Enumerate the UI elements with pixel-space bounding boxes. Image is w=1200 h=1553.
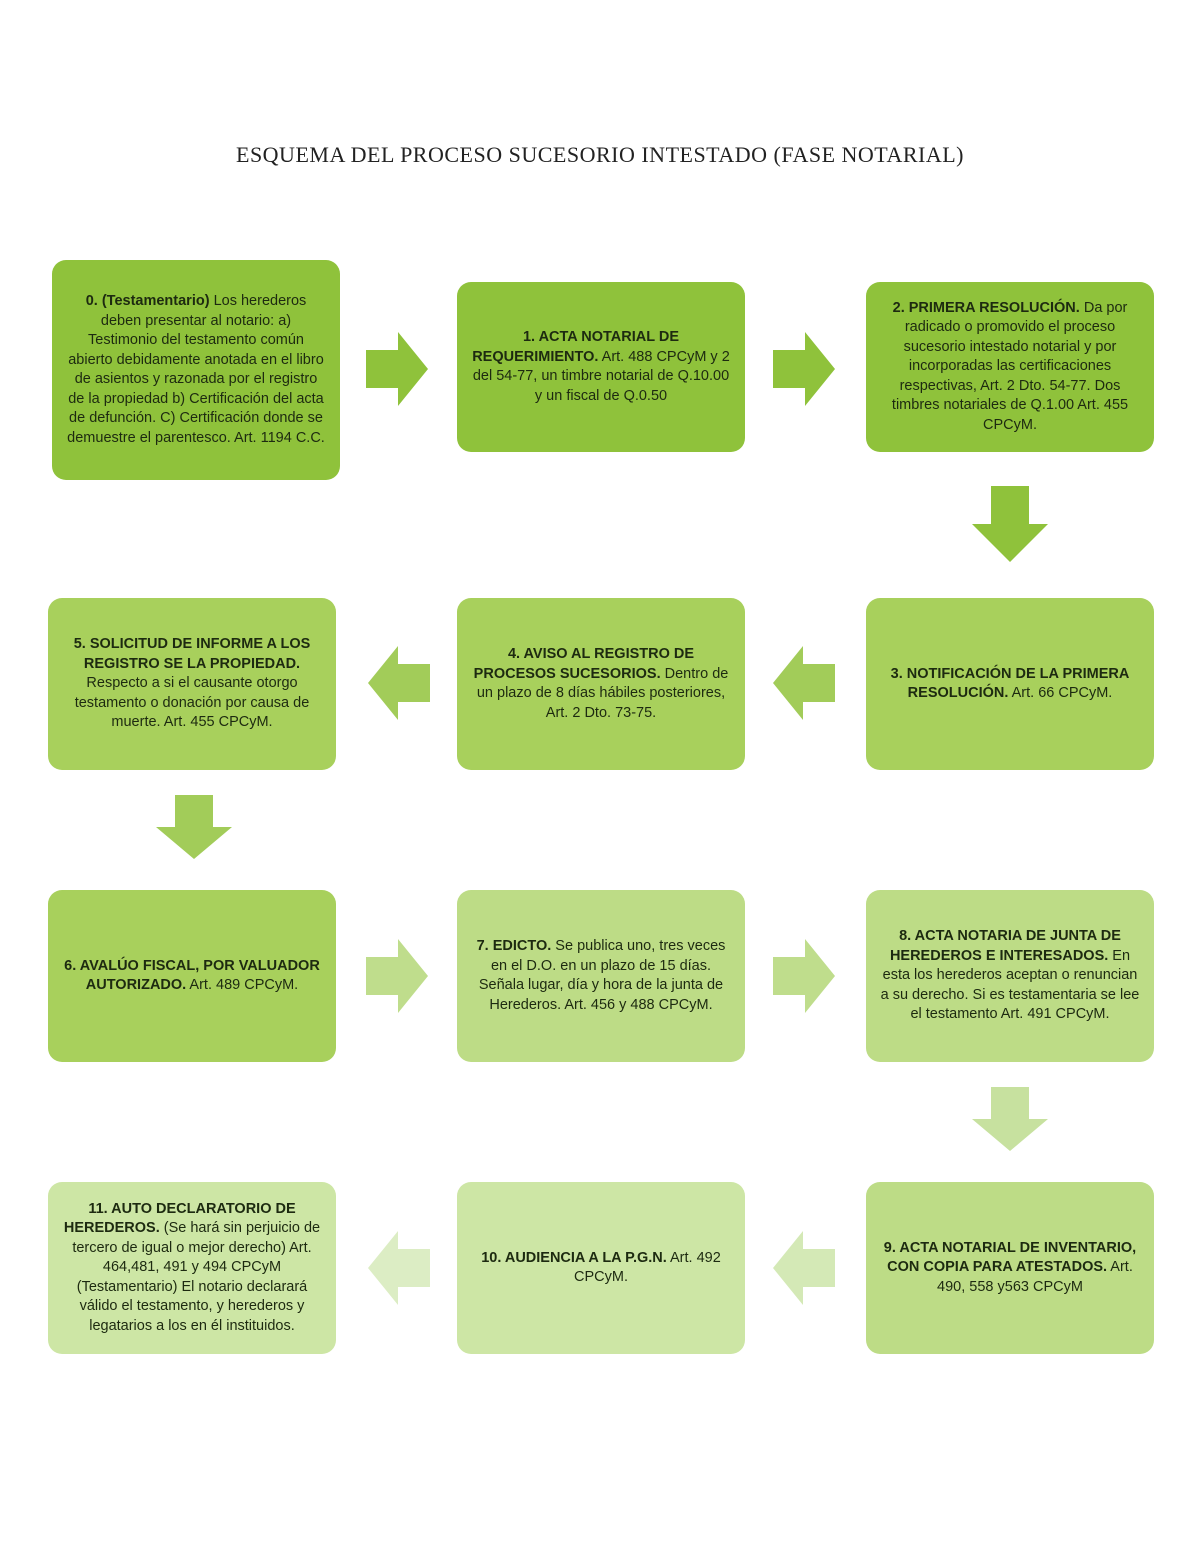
page-title: ESQUEMA DEL PROCESO SUCESORIO INTESTADO (FASE NOTARIAL) — [236, 142, 964, 167]
step-7-text: Se publica uno, tres veces en el D.O. en un plazo de 15 días. Señala lugar, día y hora de la junta de Herederos. Art. 456 y 488 CPCyM. — [478, 938, 726, 1013]
arrow-right-icon — [366, 939, 428, 1013]
arrow-down-icon — [972, 1087, 1048, 1151]
step-6-text: Art. 489 CPCyM. — [186, 977, 299, 993]
step-0-text: Los herederos deben presentar al notario: a) Testimonio del testamento común abierto debidamente anotada en el libro de asientos y razonada por el registro de la propiedad b) Certificación del acta de defunción. C) Certificación donde se demuestre el parentesco. Art. 1194 C.C. — [67, 293, 325, 446]
step-9-heading: 9. ACTA NOTARIAL DE INVENTARIO, CON COPIA PARA ATESTADOS. — [883, 1239, 1137, 1276]
step-11-text: (Se hará sin perjuicio de tercero de igual o mejor derecho) Art. 464,481, 491 y 494 CPCyM (Testamentario) El notario declarará válido el testamento, y herederos y legatarios a los en él instituidos. — [72, 1220, 321, 1334]
step-6-heading: 6. AVALÚO FISCAL, POR VALUADOR AUTORIZADO. — [64, 957, 320, 993]
arrow-left-icon — [368, 646, 430, 720]
step-11-heading: 11. AUTO DECLARATORIO DE HEREDEROS. — [63, 1200, 296, 1237]
step-0-heading: 0. (Testamentario) — [85, 293, 210, 309]
step-8-box — [866, 890, 1154, 1062]
arrow-left-icon — [773, 646, 835, 720]
step-5-heading: 5. SOLICITUD DE INFORME A LOS REGISTRO SE LA PROPIEDAD. — [73, 636, 311, 672]
arrow-left-icon — [773, 1231, 835, 1305]
step-11-box — [48, 1182, 336, 1354]
step-3-box — [866, 598, 1154, 770]
step-2-box — [866, 282, 1154, 452]
step-6-box — [48, 890, 336, 1062]
step-8-heading: 8. ACTA NOTARIA DE JUNTA DE HEREDEROS E INTERESADOS. — [889, 928, 1121, 964]
step-3-heading: 3. NOTIFICACIÓN DE LA PRIMERA RESOLUCIÓN. — [890, 665, 1130, 701]
arrow-right-icon — [773, 332, 835, 406]
step-1-text: Art. 488 CPCyM y 2 del 54-77, un timbre notarial de Q.10.00 y un fiscal de Q.0.50 — [472, 348, 730, 404]
step-7-heading: 7. EDICTO. — [476, 938, 552, 954]
step-2-heading: 2. PRIMERA RESOLUCIÓN. — [892, 299, 1080, 316]
step-9-box — [866, 1182, 1154, 1354]
arrow-right-icon — [773, 939, 835, 1013]
arrow-down-icon — [972, 486, 1048, 562]
step-0-box — [52, 260, 340, 480]
step-1-heading: 1. ACTA NOTARIAL DE REQUERIMIENTO. — [472, 329, 679, 365]
arrow-right-icon — [366, 332, 428, 406]
step-4-text: Dentro de un plazo de 8 días hábiles posteriores, Art. 2 Dto. 73-75. — [476, 665, 729, 721]
step-5-box — [48, 598, 336, 770]
step-10-heading: 10. AUDIENCIA A LA P.G.N. — [481, 1249, 667, 1266]
step-5-text: Respecto a si el causante otorgo testamento o donación por causa de muerte. Art. 455 CPCyM. — [74, 675, 310, 731]
step-7-box — [457, 890, 745, 1062]
step-10-box — [457, 1182, 745, 1354]
step-8-text: En esta los herederos aceptan o renuncian a su derecho. Si es testamentaria se lee el testamento Art. 491 CPCyM. — [880, 947, 1140, 1023]
step-3-text: Art. 66 CPCyM. — [1008, 685, 1113, 701]
step-2-text: Da por radicado o promovido el proceso sucesorio intestado notarial y por incorporadas las certificaciones respectivas, Art. 2 Dto. 54-77. Dos timbres notariales de Q.1.00 Art. 455 CPCyM. — [891, 299, 1129, 433]
arrow-down-icon — [156, 795, 232, 859]
arrow-left-icon — [368, 1231, 430, 1305]
step-1-box — [457, 282, 745, 452]
step-10-text: Art. 492 CPCyM. — [574, 1249, 721, 1285]
step-4-heading: 4. AVISO AL REGISTRO DE PROCESOS SUCESORIOS. — [473, 646, 695, 682]
step-4-box — [457, 598, 745, 770]
step-9-text: Art. 490, 558 y563 CPCyM — [937, 1259, 1133, 1295]
